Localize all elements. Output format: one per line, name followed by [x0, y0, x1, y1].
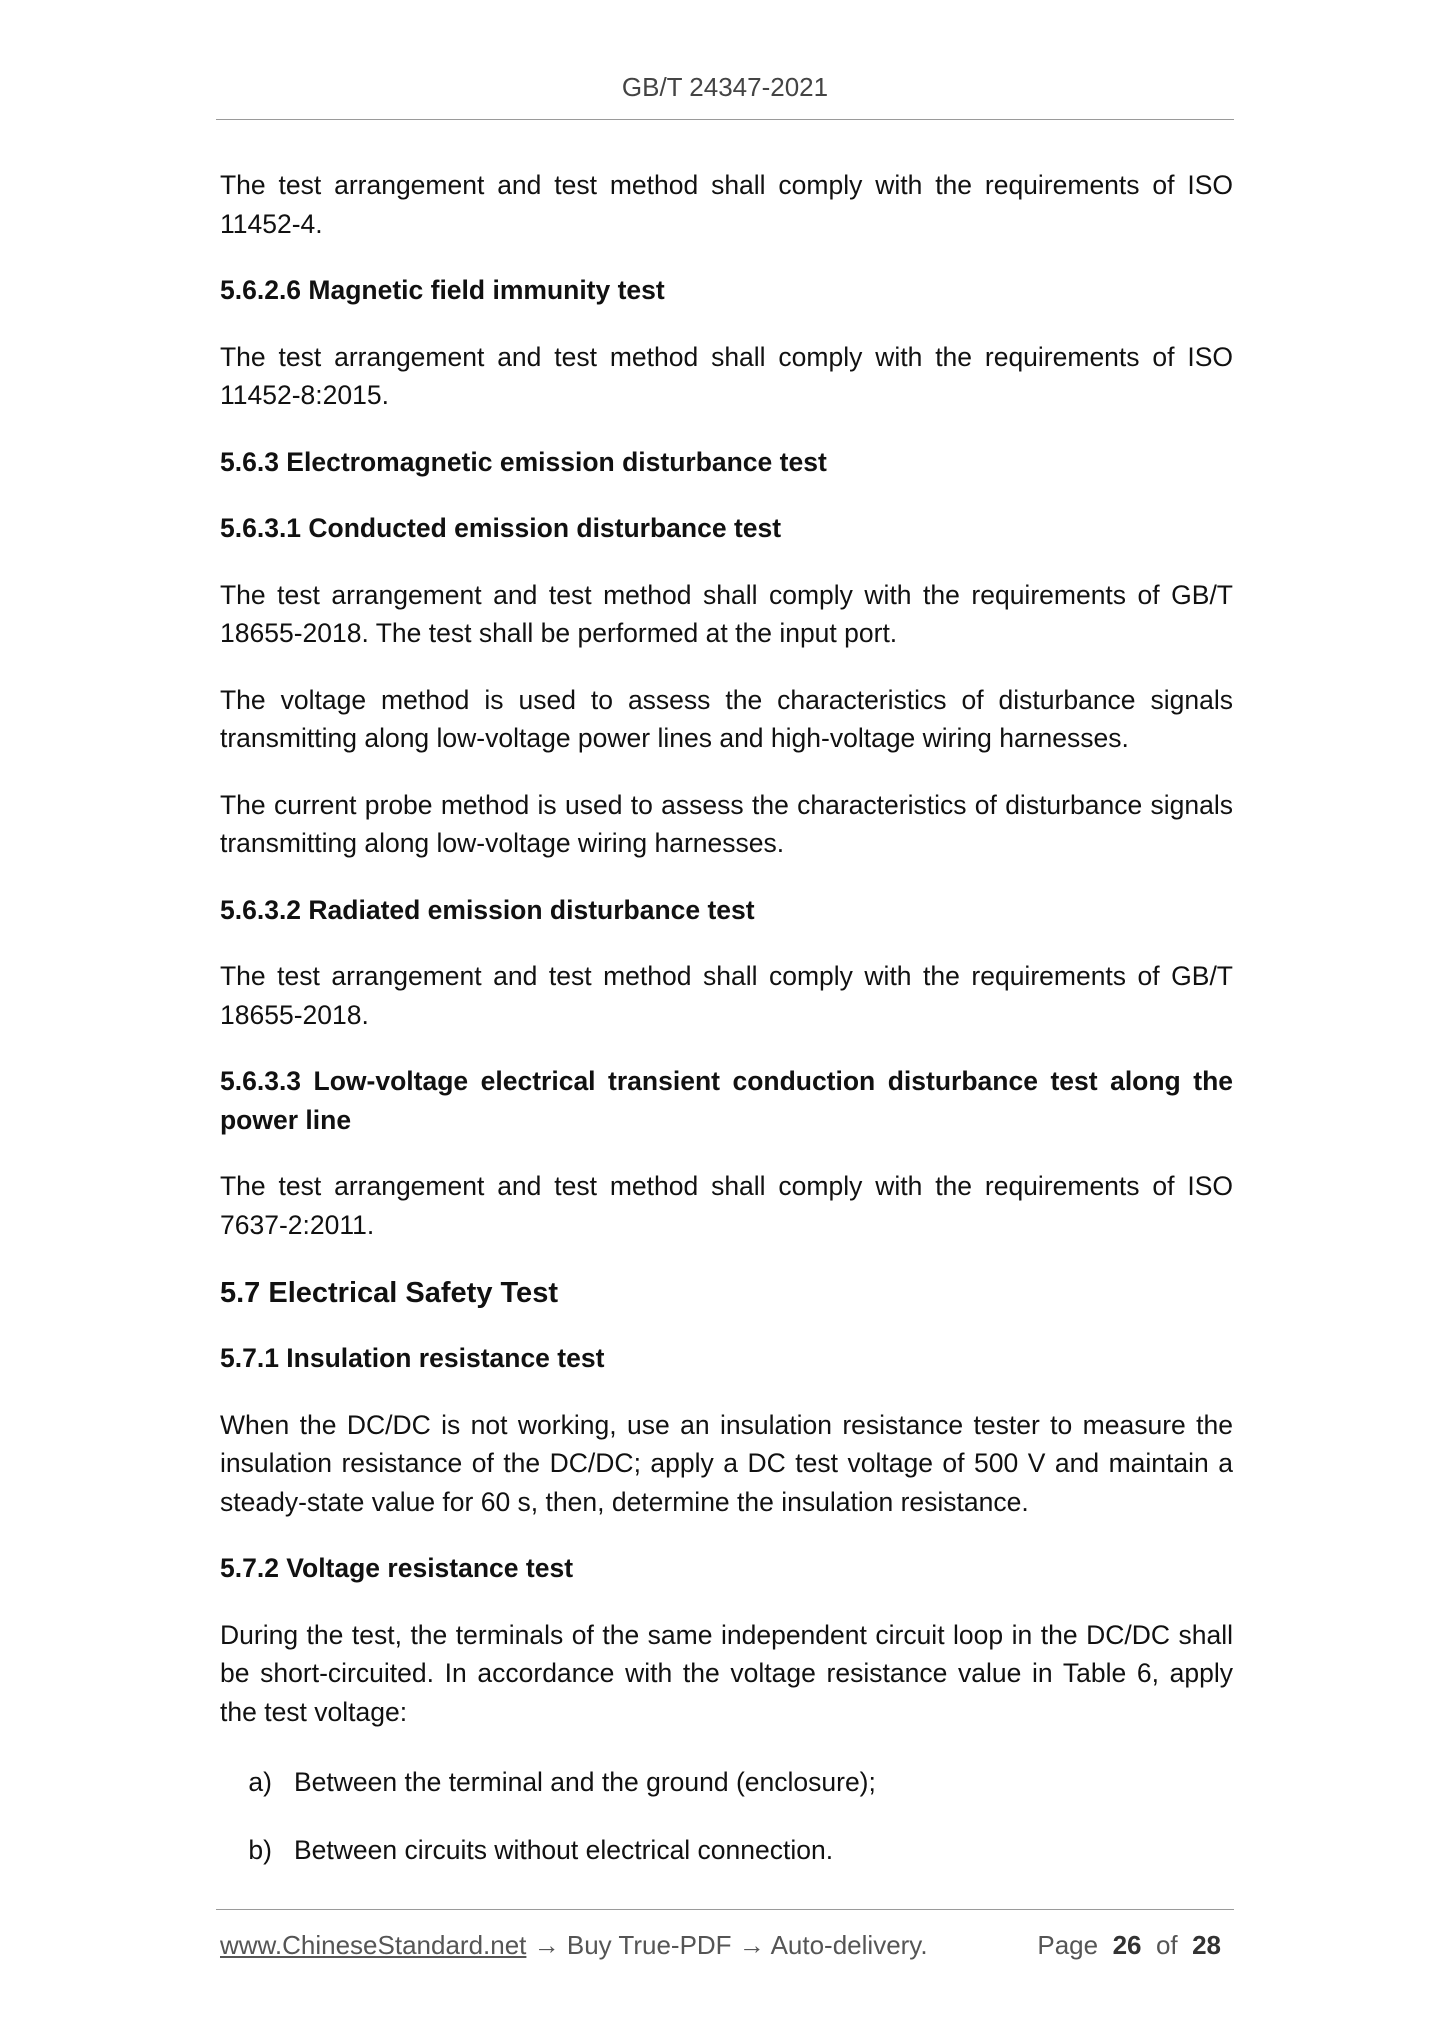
footer-divider: [216, 1909, 1234, 1910]
website-link[interactable]: www.ChineseStandard.net: [220, 1930, 527, 1960]
page-footer: [220, 1930, 1233, 1961]
page-number: [1037, 1930, 1233, 1961]
list-item: [220, 1831, 1233, 1870]
section-heading-5-7-2: 5.7.2 Voltage resistance test: [220, 1553, 574, 1583]
footer-promo: [220, 1930, 928, 1961]
header-divider: [216, 119, 1234, 120]
section-heading-5-6-2-6: 5.6.2.6 Magnetic field immunity test: [220, 275, 665, 305]
list-marker: a): [248, 1767, 272, 1797]
page-content: [220, 166, 1233, 1898]
total-pages: 28: [1192, 1930, 1221, 1960]
paragraph: The test arrangement and test method shall comply with the requirements of GB/T 18655-2018. The test shall be performed at the input port.: [220, 579, 1233, 648]
section-heading-5-6-3-1: 5.6.3.1 Conducted emission disturbance test: [220, 513, 782, 543]
list-marker: b): [248, 1834, 272, 1865]
paragraph: The test arrangement and test method shall comply with the requirements of ISO 11452-4.: [220, 170, 1233, 239]
paragraph: The current probe method is used to assess the characteristics of disturbance signals transmitting along low-voltage wiring harnesses.: [220, 789, 1233, 858]
paragraph: The test arrangement and test method shall comply with the requirements of ISO 7637-2:2011.: [220, 1171, 1233, 1240]
of-label: of: [1155, 1930, 1178, 1960]
list-item: [220, 1763, 1233, 1802]
paragraph: When the DC/DC is not working, use an insulation resistance tester to measure the insulation resistance of the DC/DC; apply a DC test voltage of 500 V and maintain a steady-state value for 60 s, then, determine the insulation resistance.: [220, 1409, 1233, 1517]
paragraph: The test arrangement and test method shall comply with the requirements of GB/T 18655-2018.: [220, 961, 1233, 1030]
document-code-header: GB/T 24347-2021: [621, 72, 829, 102]
paragraph: The voltage method is used to assess the characteristics of disturbance signals transmitting along low-voltage power lines and high-voltage wiring harnesses.: [220, 684, 1233, 753]
list-item-text: Between the terminal and the ground (enclosure);: [294, 1767, 876, 1797]
section-heading-5-6-3: 5.6.3 Electromagnetic emission disturbance test: [220, 446, 827, 477]
section-heading-5-7: 5.7 Electrical Safety Test: [220, 1277, 558, 1309]
section-heading-5-6-3-2: 5.6.3.2 Radiated emission disturbance test: [220, 894, 755, 925]
list-item-text: Between circuits without electrical connection.: [294, 1834, 834, 1865]
paragraph: During the test, the terminals of the same independent circuit loop in the DC/DC shall be short-circuited. In accordance with the voltage resistance value in Table 6, apply the test voltage:: [220, 1619, 1233, 1727]
paragraph: The test arrangement and test method shall comply with the requirements of ISO 11452-8:2015.: [220, 341, 1233, 410]
section-heading-5-6-3-3: 5.6.3.3 Low-voltage electrical transient conduction disturbance test along the power line: [220, 1066, 1233, 1135]
section-heading-5-7-1: 5.7.1 Insulation resistance test: [220, 1343, 605, 1373]
current-page: 26: [1112, 1930, 1142, 1960]
promo-text: → Buy True-PDF → Auto-delivery.: [526, 1930, 928, 1960]
page-label: Page: [1037, 1930, 1099, 1960]
